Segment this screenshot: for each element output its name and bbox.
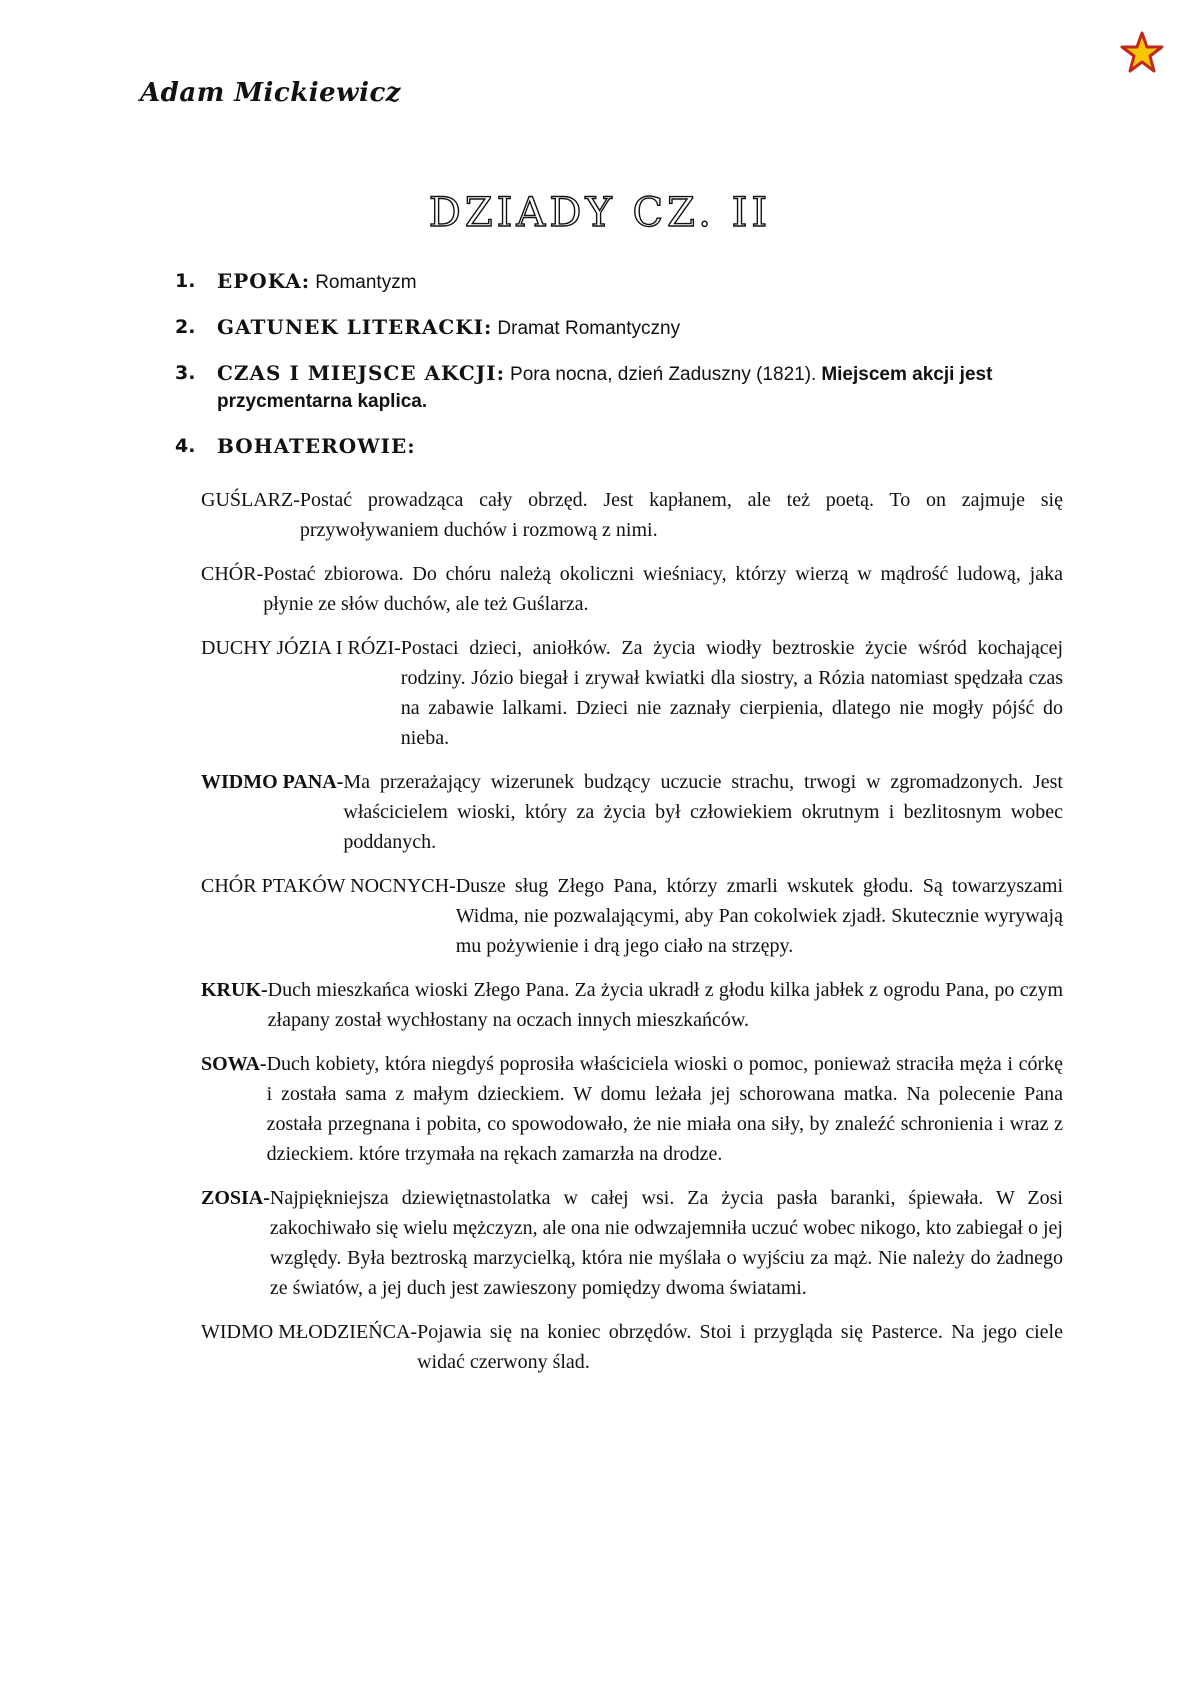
characters-list (201, 485, 1063, 1391)
character-sowa (201, 1049, 1063, 1169)
section-heading: GATUNEK LITERACKI: (217, 315, 493, 339)
section-czas-miejsce (175, 360, 1075, 415)
section-bohaterowie (175, 433, 1075, 461)
character-description: Pojawia się na koniec obrzędów. Stoi i przygląda się Pasterce. Na jego ciele widać czerwony ślad. (417, 1321, 1063, 1373)
character-description: Dusze sług Złego Pana, którzy zmarli wskutek głodu. Są towarzyszami Widma, nie pozwalającymi, aby Pan cokolwiek zjadł. Skutecznie wyrywają mu pożywienie i drą jego ciało na strzępy. (455, 875, 1063, 957)
character-guslarz (201, 485, 1063, 545)
section-value: Pora nocna, dzień Zaduszny (1821). (510, 364, 817, 385)
character-name: SOWA- (201, 1053, 267, 1075)
character-duchy-jozia-i-rozi (201, 633, 1063, 753)
character-name: ZOSIA- (201, 1187, 270, 1209)
character-description: Najpiękniejsza dziewiętnastolatka w całej wsi. Za życia pasła baranki, śpiewała. W Zosi zakochiwało się wielu mężczyzn, ale ona nie odwzajemniła uczuć wobec nikogo, kto zabiegał o jej względy. Była beztroską marzycielką, która nie myślała o wyjściu za mąż. Nie należy do żadnego ze światów, a jej duch jest zawieszony pomiędzy dwoma światami. (269, 1187, 1063, 1299)
character-widmo-pana (201, 767, 1063, 857)
character-kruk (201, 975, 1063, 1035)
character-chor-ptakow-nocnych (201, 871, 1063, 961)
section-value: Romantyzm (315, 272, 417, 293)
section-number: 2. (175, 316, 196, 338)
section-number: 3. (175, 362, 196, 384)
character-name: DUCHY JÓZIA I RÓZI- (201, 637, 401, 659)
character-description: Postaci dzieci, aniołków. Za życia wiodły beztroskie życie wśród kochającej rodziny. Józio biegał i zrywał kwiatki dla siostry, a Rózia natomiast spędzała czas na zabawie lalkami. Dzieci nie zaznały cierpienia, dlatego nie mogły pójść do nieba. (400, 637, 1063, 749)
sections-list (175, 268, 1075, 479)
character-description: Postać prowadząca cały obrzęd. Jest kapłanem, ale też poetą. To on zajmuje się przywoływaniem duchów i rozmową z nimi. (299, 489, 1063, 541)
section-heading: CZAS I MIEJSCE AKCJI: (217, 361, 506, 385)
star-icon (1120, 30, 1164, 74)
section-number: 1. (175, 270, 196, 292)
section-epoka (175, 268, 1075, 296)
character-name: CHÓR PTAKÓW NOCNYCH- (201, 875, 456, 897)
section-number: 4. (175, 435, 196, 457)
author-name: Adam Mickiewicz (140, 78, 402, 108)
section-heading: EPOKA: (217, 269, 311, 293)
section-heading: BOHATEROWIE: (217, 434, 416, 458)
character-description: Duch kobiety, która niegdyś poprosiła właściciela wioski o pomoc, ponieważ straciła męża i córkę i została sama z małym dzieckiem. W domu leżała jej schorowana matka. Na polecenie Pana została przegnana i pobita, co spowodowało, że nie miała ona siły, by znaleźć schronienia i wraz z dzieckiem. które trzymała na rękach zamarzła na drodze. (266, 1053, 1063, 1165)
character-description: Duch mieszkańca wioski Złego Pana. Za życia ukradł z głodu kilka jabłek z ogrodu Pana, po czym złapany został wychłostany na oczach innych mieszkańców. (267, 979, 1063, 1031)
character-name: WIDMO PANA- (201, 771, 344, 793)
section-value-bold: Miejscem akcji jest przycmentarna kaplica. (217, 364, 993, 412)
character-chor (201, 559, 1063, 619)
page-title: DZIADY CZ. II (428, 190, 772, 236)
section-value: Dramat Romantyczny (497, 318, 681, 339)
character-description: Ma przerażający wizerunek budzący uczucie strachu, trwogi w zgromadzonych. Jest właścicielem wioski, który za życia był człowiekiem okrutnym i bezlitosnym wobec poddanych. (343, 771, 1063, 853)
character-name: CHÓR- (201, 563, 264, 585)
character-name: WIDMO MŁODZIEŃCA- (201, 1321, 418, 1343)
character-description: Postać zbiorowa. Do chóru należą okoliczni wieśniacy, którzy wierzą w mądrość ludową, jaka płynie ze słów duchów, ale też Guślarza. (263, 563, 1063, 615)
section-gatunek (175, 314, 1075, 342)
character-name: KRUK- (201, 979, 268, 1001)
character-zosia (201, 1183, 1063, 1303)
character-widmo-mlodzienca (201, 1317, 1063, 1377)
character-name: GUŚLARZ- (201, 489, 300, 511)
